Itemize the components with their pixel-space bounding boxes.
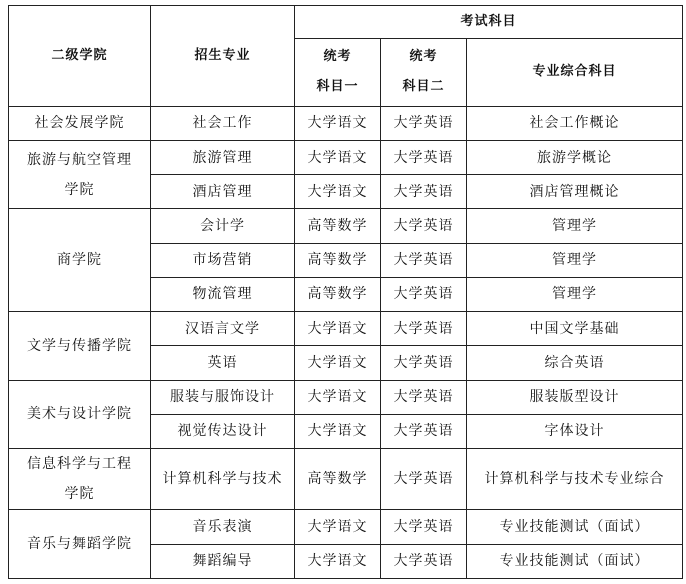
major-cell: 物流管理 — [151, 277, 295, 311]
subject-2-cell: 大学英语 — [381, 510, 467, 544]
subject-1-cell: 大学语文 — [295, 414, 381, 448]
subject-1-cell: 高等数学 — [295, 449, 381, 510]
subject-2-cell: 大学英语 — [381, 380, 467, 414]
subject-1-cell: 高等数学 — [295, 277, 381, 311]
major-cell: 舞蹈编导 — [151, 544, 295, 578]
subject-2-cell: 大学英语 — [381, 449, 467, 510]
header-major: 招生专业 — [151, 6, 295, 107]
college-cell: 音乐与舞蹈学院 — [9, 510, 151, 579]
header-subject-2: 统考 科目二 — [381, 39, 467, 106]
subject-2-cell: 大学英语 — [381, 277, 467, 311]
major-cell: 服装与服饰设计 — [151, 380, 295, 414]
subject-2-cell: 大学英语 — [381, 140, 467, 174]
subject-1-cell: 大学语文 — [295, 175, 381, 209]
major-cell: 音乐表演 — [151, 510, 295, 544]
subject-2-cell: 大学英语 — [381, 346, 467, 380]
subject-2-cell: 大学英语 — [381, 243, 467, 277]
subject-3-cell: 服装版型设计 — [467, 380, 683, 414]
header-subject-1: 统考 科目一 — [295, 39, 381, 106]
subject-1-cell: 大学语文 — [295, 346, 381, 380]
college-cell: 信息科学与工程 学院 — [9, 449, 151, 510]
table-row — [9, 312, 683, 346]
table-body — [9, 106, 683, 578]
college-cell: 社会发展学院 — [9, 106, 151, 140]
table-row — [9, 380, 683, 414]
college-cell: 文学与传播学院 — [9, 312, 151, 380]
subject-2-cell: 大学英语 — [381, 106, 467, 140]
subject-2-cell: 大学英语 — [381, 414, 467, 448]
major-cell: 社会工作 — [151, 106, 295, 140]
subject-2-cell: 大学英语 — [381, 544, 467, 578]
subject-1-cell: 大学语文 — [295, 380, 381, 414]
major-cell: 市场营销 — [151, 243, 295, 277]
subject-1-cell: 高等数学 — [295, 209, 381, 243]
subject-3-cell: 专业技能测试（面试） — [467, 510, 683, 544]
subject-3-cell: 中国文学基础 — [467, 312, 683, 346]
header-college: 二级学院 — [9, 6, 151, 107]
subject-1-cell: 大学语文 — [295, 106, 381, 140]
table-row — [9, 140, 683, 174]
table-row — [9, 449, 683, 510]
subject-2-cell: 大学英语 — [381, 209, 467, 243]
subject-3-cell: 社会工作概论 — [467, 106, 683, 140]
subject-1-cell: 大学语文 — [295, 312, 381, 346]
header-subject-3: 专业综合科目 — [467, 39, 683, 106]
subject-3-cell: 字体设计 — [467, 414, 683, 448]
table-row — [9, 209, 683, 243]
subject-1-cell: 大学语文 — [295, 544, 381, 578]
major-cell: 旅游管理 — [151, 140, 295, 174]
subject-3-cell: 管理学 — [467, 209, 683, 243]
subject-1-cell: 高等数学 — [295, 243, 381, 277]
table-row — [9, 510, 683, 544]
subject-3-cell: 旅游学概论 — [467, 140, 683, 174]
subject-1-cell: 大学语文 — [295, 510, 381, 544]
subject-3-cell: 酒店管理概论 — [467, 175, 683, 209]
exam-subjects-table — [8, 5, 683, 579]
college-cell: 美术与设计学院 — [9, 380, 151, 448]
subject-3-cell: 管理学 — [467, 277, 683, 311]
major-cell: 汉语言文学 — [151, 312, 295, 346]
subject-1-cell: 大学语文 — [295, 140, 381, 174]
subject-3-cell: 综合英语 — [467, 346, 683, 380]
major-cell: 视觉传达设计 — [151, 414, 295, 448]
subject-2-cell: 大学英语 — [381, 175, 467, 209]
major-cell: 会计学 — [151, 209, 295, 243]
college-cell: 旅游与航空管理 学院 — [9, 140, 151, 208]
subject-3-cell: 专业技能测试（面试） — [467, 544, 683, 578]
major-cell: 英语 — [151, 346, 295, 380]
header-exam-subjects: 考试科目 — [295, 6, 683, 39]
table-row — [9, 106, 683, 140]
college-cell: 商学院 — [9, 209, 151, 312]
subject-3-cell: 计算机科学与技术专业综合 — [467, 449, 683, 510]
subject-2-cell: 大学英语 — [381, 312, 467, 346]
major-cell: 计算机科学与技术 — [151, 449, 295, 510]
major-cell: 酒店管理 — [151, 175, 295, 209]
subject-3-cell: 管理学 — [467, 243, 683, 277]
